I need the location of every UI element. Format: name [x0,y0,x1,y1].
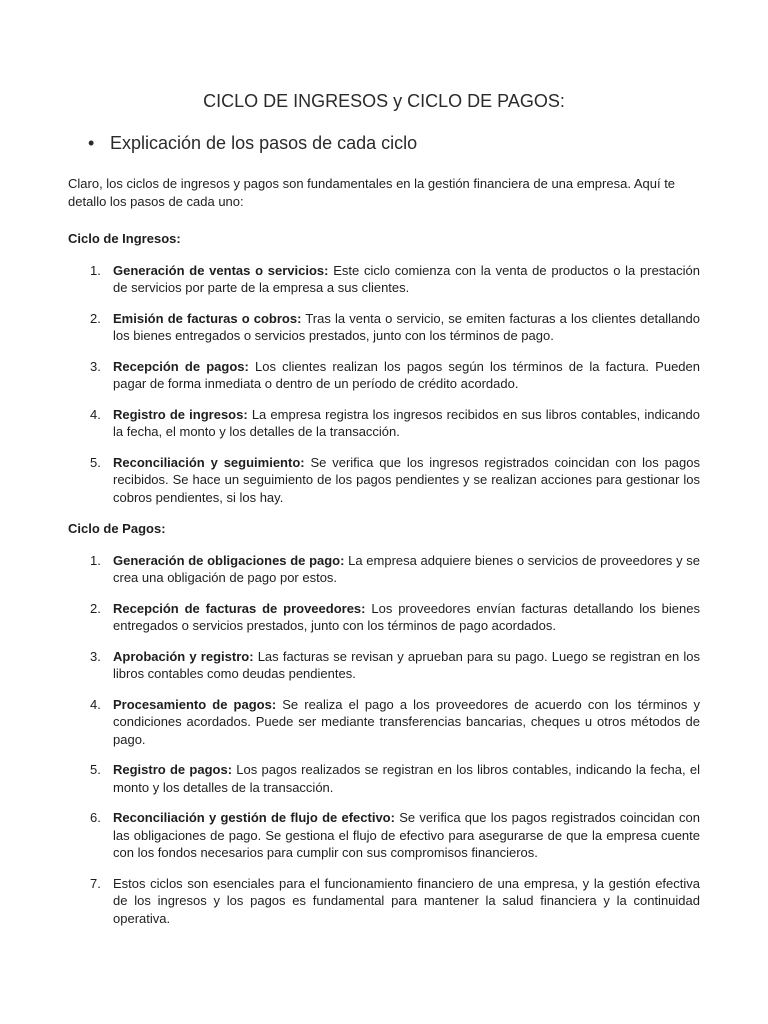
item-title: Generación de obligaciones de pago: [113,552,345,568]
document-body [68,175,700,941]
subheading-text: Explicación de los pasos de cada ciclo [110,133,418,153]
bullet-icon: • [88,133,95,153]
item-number: 6. [90,810,101,825]
pagos-heading: Ciclo de Pagos: [68,521,166,536]
intro-paragraph: Claro, los ciclos de ingresos y pagos son fundamentales en la gestión financiera de una empresa. Aquí te detallo los pasos de cada uno: [68,176,676,209]
item-number: 5. [90,762,101,777]
list-item [68,600,700,635]
list-item [68,809,700,862]
list-item [68,358,700,393]
item-number: 1. [90,262,101,278]
item-text: Estos ciclos son esenciales para el funcionamiento financiero de una empresa, y la gestión efectiva de los ingresos y los pagos es fundamental para mantener la salud financiera y la continuidad operativa. [113,875,700,926]
item-title: Reconciliación y gestión de flujo de efectivo: [113,810,395,825]
item-number: 5. [90,454,101,470]
item-text: Se realiza el pago a los proveedores de acuerdo con los términos y condiciones acordados. Puede ser mediante transferencias bancarias, cheques u otros métodos de pago. [113,696,701,747]
pagos-list [68,552,700,928]
list-item [68,262,700,297]
item-number: 7. [90,875,101,891]
list-item [68,648,700,683]
item-text: Los proveedores envían facturas detallando los bienes entregados o servicios prestados, junto con los términos de pago acordados. [113,600,700,633]
page-title: CICLO DE INGRESOS y CICLO DE PAGOS: [203,91,565,111]
item-title: Recepción de pagos: [113,358,249,374]
item-number: 2. [90,600,101,616]
item-text: Este ciclo comienza con la venta de productos o la prestación de servicios por parte de la empresa a sus clientes. [113,262,700,295]
item-number: 4. [90,406,101,422]
item-number: 1. [90,552,101,568]
list-item [68,454,700,507]
item-text: Los clientes realizan los pagos según los términos de la factura. Pueden pagar de forma inmediata o dentro de un período de crédito acordado. [113,358,700,391]
item-text: Se verifica que los ingresos registrados coincidan con los pagos recibidos. Se hace un seguimiento de los pagos pendientes y se realizan acciones para gestionar los cobros pendientes, si los hay. [113,454,700,505]
ingresos-list [68,262,700,507]
item-number: 4. [90,696,101,712]
item-title: Generación de ventas o servicios: [113,262,329,278]
item-text: Tras la venta o servicio, se emiten facturas a los clientes detallando los bienes entregados o servicios prestados, junto con los términos de pago. [113,310,700,343]
list-item [68,875,700,928]
list-item [68,552,700,587]
item-text: La empresa registra los ingresos recibidos en sus libros contables, indicando la fecha, el monto y los detalles de la transacción. [113,406,700,439]
item-number: 3. [90,648,101,664]
item-text: Las facturas se revisan y aprueban para su pago. Luego se registran en los libros contables como deudas pendientes. [113,648,700,681]
item-title: Registro de ingresos: [113,406,248,422]
subheading [88,133,417,154]
item-number: 2. [90,310,101,326]
item-text: Se verifica que los pagos registrados coincidan con las obligaciones de pago. Se gestiona el flujo de efectivo para asegurarse de que la empresa cuente con los fondos necesarios para cumplir con sus compromisos financieros. [113,810,700,860]
item-title: Registro de pagos: [113,762,233,777]
item-title: Procesamiento de pagos: [113,696,277,712]
item-title: Reconciliación y seguimiento: [113,454,305,470]
item-text: La empresa adquiere bienes o servicios de proveedores y se crea una obligación de pago por estos. [113,552,700,585]
list-item [68,406,700,441]
ingresos-heading: Ciclo de Ingresos: [68,231,181,246]
item-text: Los pagos realizados se registran en los libros contables, indicando la fecha, el monto y los detalles de la transacción. [113,762,700,795]
item-title: Aprobación y registro: [113,648,254,664]
item-title: Recepción de facturas de proveedores: [113,600,366,616]
item-number: 3. [90,358,101,374]
list-item [68,310,700,345]
list-item [68,696,700,749]
list-item [68,761,700,796]
item-title: Emisión de facturas o cobros: [113,310,302,326]
